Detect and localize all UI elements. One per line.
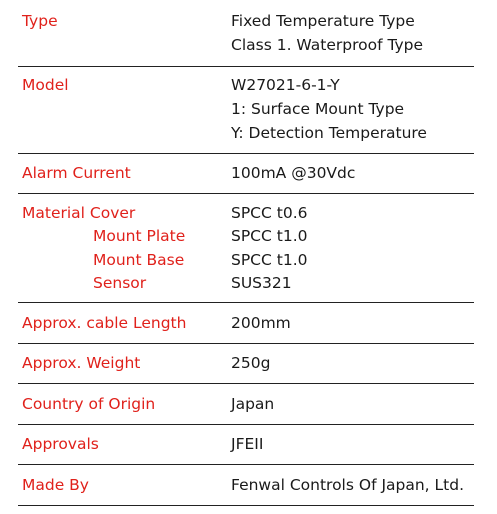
row-label: Alarm Current [22, 164, 131, 182]
divider [18, 66, 474, 67]
row-label: Type [22, 12, 58, 30]
divider [18, 464, 474, 465]
sub-row-value: SPCC t1.0 [231, 227, 308, 245]
row-value: 200mm [231, 314, 291, 332]
divider [18, 424, 474, 425]
row-value: Y: Detection Temperature [231, 124, 427, 142]
row-value: Fixed Temperature Type [231, 12, 415, 30]
divider [18, 505, 474, 506]
divider [18, 383, 474, 384]
row-value: Japan [231, 395, 275, 413]
sub-row-label: Sensor [93, 274, 147, 292]
row-label: Country of Origin [22, 395, 156, 413]
row-value: 1: Surface Mount Type [231, 100, 405, 118]
row-label: Made By [22, 476, 89, 494]
row-label: Approx. cable Length [22, 314, 187, 332]
row-value: 250g [231, 354, 271, 372]
row-label: Material Cover [22, 204, 136, 222]
divider [18, 153, 474, 154]
row-label: Approx. Weight [22, 354, 141, 372]
row-value: JFEII [231, 435, 264, 453]
sub-row-value: SPCC t1.0 [231, 251, 308, 269]
sub-row-label: Mount Plate [93, 227, 186, 245]
row-label: Model [22, 76, 69, 94]
divider [18, 343, 474, 344]
divider [18, 302, 474, 303]
sub-row-value: SUS321 [231, 274, 292, 292]
row-label: Approvals [22, 435, 99, 453]
row-value: Fenwal Controls Of Japan, Ltd. [231, 476, 465, 494]
row-value: W27021-6-1-Y [231, 76, 340, 94]
sub-row-label: Mount Base [93, 251, 185, 269]
row-value: Class 1. Waterproof Type [231, 36, 424, 54]
row-value: 100mA @30Vdc [231, 164, 356, 182]
row-value: SPCC t0.6 [231, 204, 308, 222]
divider [18, 193, 474, 194]
